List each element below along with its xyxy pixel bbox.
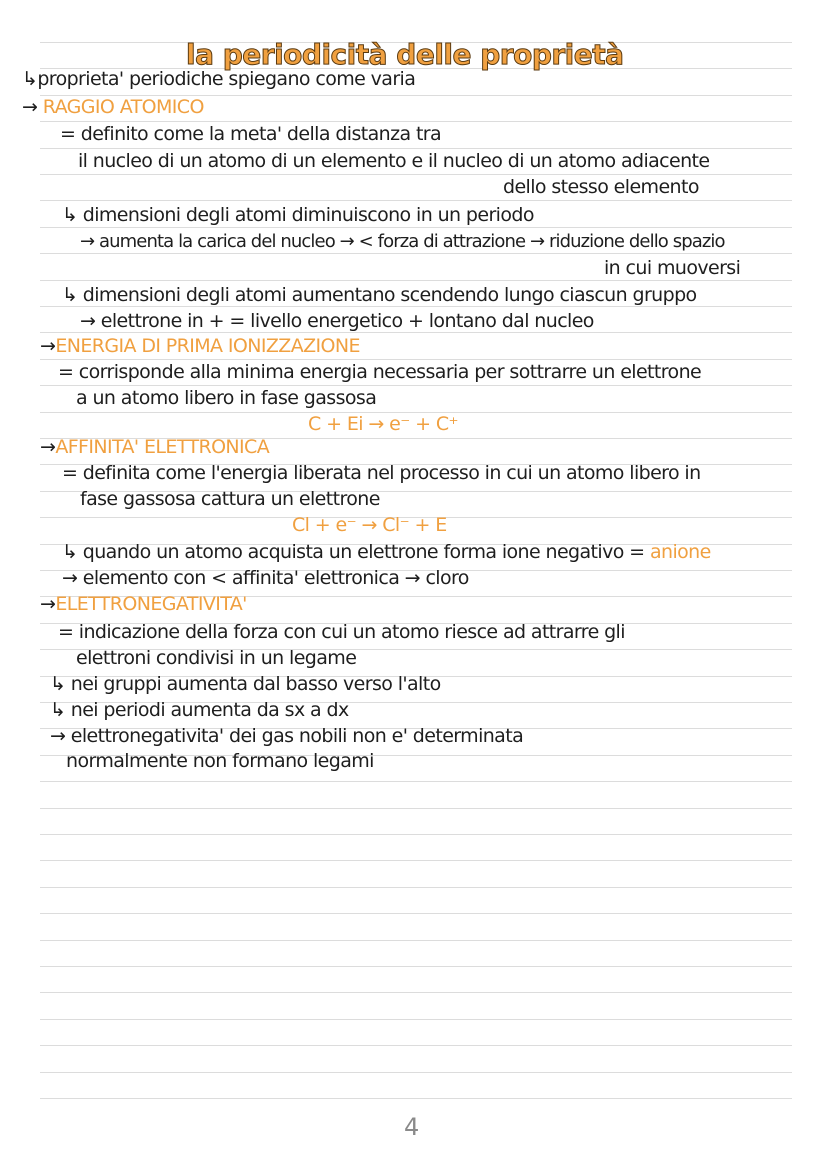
ruled-line bbox=[40, 913, 792, 914]
heading-text: ENERGIA DI PRIMA IONIZZAZIONE bbox=[55, 335, 360, 357]
note-line: il nucleo di un atomo di un elemento e il nucleo di un atomo adiacente bbox=[78, 150, 710, 172]
ruled-line bbox=[40, 280, 792, 281]
section-heading-atomic-radius bbox=[22, 95, 204, 119]
note-text: ↳ quando un atomo acquista un elettrone forma ione negativo = bbox=[62, 541, 645, 563]
note-line: → elettronegativita' dei gas nobili non e' determinata bbox=[50, 725, 524, 747]
formula-affinity: Cl + e⁻ → Cl⁻ + E bbox=[292, 514, 447, 536]
ruled-line bbox=[40, 940, 792, 941]
section-heading-ionization-energy bbox=[40, 334, 360, 358]
note-line: a un atomo libero in fase gassosa bbox=[76, 387, 377, 409]
note-line: → elettrone in + = livello energetico + lontano dal nucleo bbox=[80, 310, 594, 332]
intro-line: ↳proprieta' periodiche spiegano come varia bbox=[22, 68, 416, 90]
page-title: la periodicità delle proprietà bbox=[186, 38, 624, 71]
arrow-icon: → bbox=[40, 335, 56, 357]
ruled-line bbox=[40, 887, 792, 888]
ruled-line bbox=[40, 1045, 792, 1046]
note-line: = corrisponde alla minima energia necessaria per sottrarre un elettrone bbox=[58, 361, 702, 383]
note-line: ↳ nei gruppi aumenta dal basso verso l'alto bbox=[50, 673, 441, 695]
note-line: ↳ dimensioni degli atomi aumentano scendendo lungo ciascun gruppo bbox=[62, 284, 697, 306]
ruled-line bbox=[40, 834, 792, 835]
ruled-line bbox=[40, 1019, 792, 1020]
highlight-word: anione bbox=[649, 541, 711, 563]
ruled-line bbox=[40, 227, 792, 228]
note-line: ↳ nei periodi aumenta da sx a dx bbox=[50, 699, 349, 721]
ruled-line bbox=[40, 200, 792, 201]
note-line: → aumenta la carica del nucleo → < forza di attrazione → riduzione dello spazio bbox=[80, 231, 725, 252]
note-line: fase gassosa cattura un elettrone bbox=[80, 488, 380, 510]
section-heading-electron-affinity bbox=[40, 435, 269, 459]
note-line: elettroni condivisi in un legame bbox=[76, 647, 357, 669]
note-line: ↳ dimensioni degli atomi diminuiscono in un periodo bbox=[62, 204, 534, 226]
arrow-icon: → bbox=[40, 593, 56, 615]
ruled-line bbox=[40, 808, 792, 809]
note-line: → elemento con < affinita' elettronica → cloro bbox=[62, 567, 469, 589]
heading-text: AFFINITA' ELETTRONICA bbox=[55, 436, 270, 458]
ruled-line bbox=[40, 1072, 792, 1073]
heading-text: ELETTRONEGATIVITA' bbox=[55, 593, 247, 615]
section-heading-electronegativity bbox=[40, 592, 247, 616]
arrow-icon: → bbox=[40, 436, 56, 458]
note-line: normalmente non formano legami bbox=[66, 750, 374, 772]
ruled-line bbox=[40, 781, 792, 782]
heading-text: RAGGIO ATOMICO bbox=[42, 96, 204, 118]
ruled-line bbox=[40, 1098, 792, 1099]
note-line: = indicazione della forza con cui un atomo riesce ad attrarre gli bbox=[58, 621, 625, 643]
note-line: = definita come l'energia liberata nel processo in cui un atomo libero in bbox=[62, 462, 701, 484]
note-line: = definito come la meta' della distanza tra bbox=[60, 123, 442, 145]
ruled-line bbox=[40, 860, 792, 861]
formula-ionization: C + Ei → e⁻ + C⁺ bbox=[308, 413, 458, 435]
note-line: in cui muoversi bbox=[604, 257, 741, 279]
note-line: dello stesso elemento bbox=[503, 176, 699, 198]
ruled-line bbox=[40, 992, 792, 993]
note-line bbox=[62, 540, 711, 564]
arrow-icon: → bbox=[22, 96, 38, 118]
ruled-line bbox=[40, 966, 792, 967]
page-number: 4 bbox=[404, 1113, 420, 1141]
